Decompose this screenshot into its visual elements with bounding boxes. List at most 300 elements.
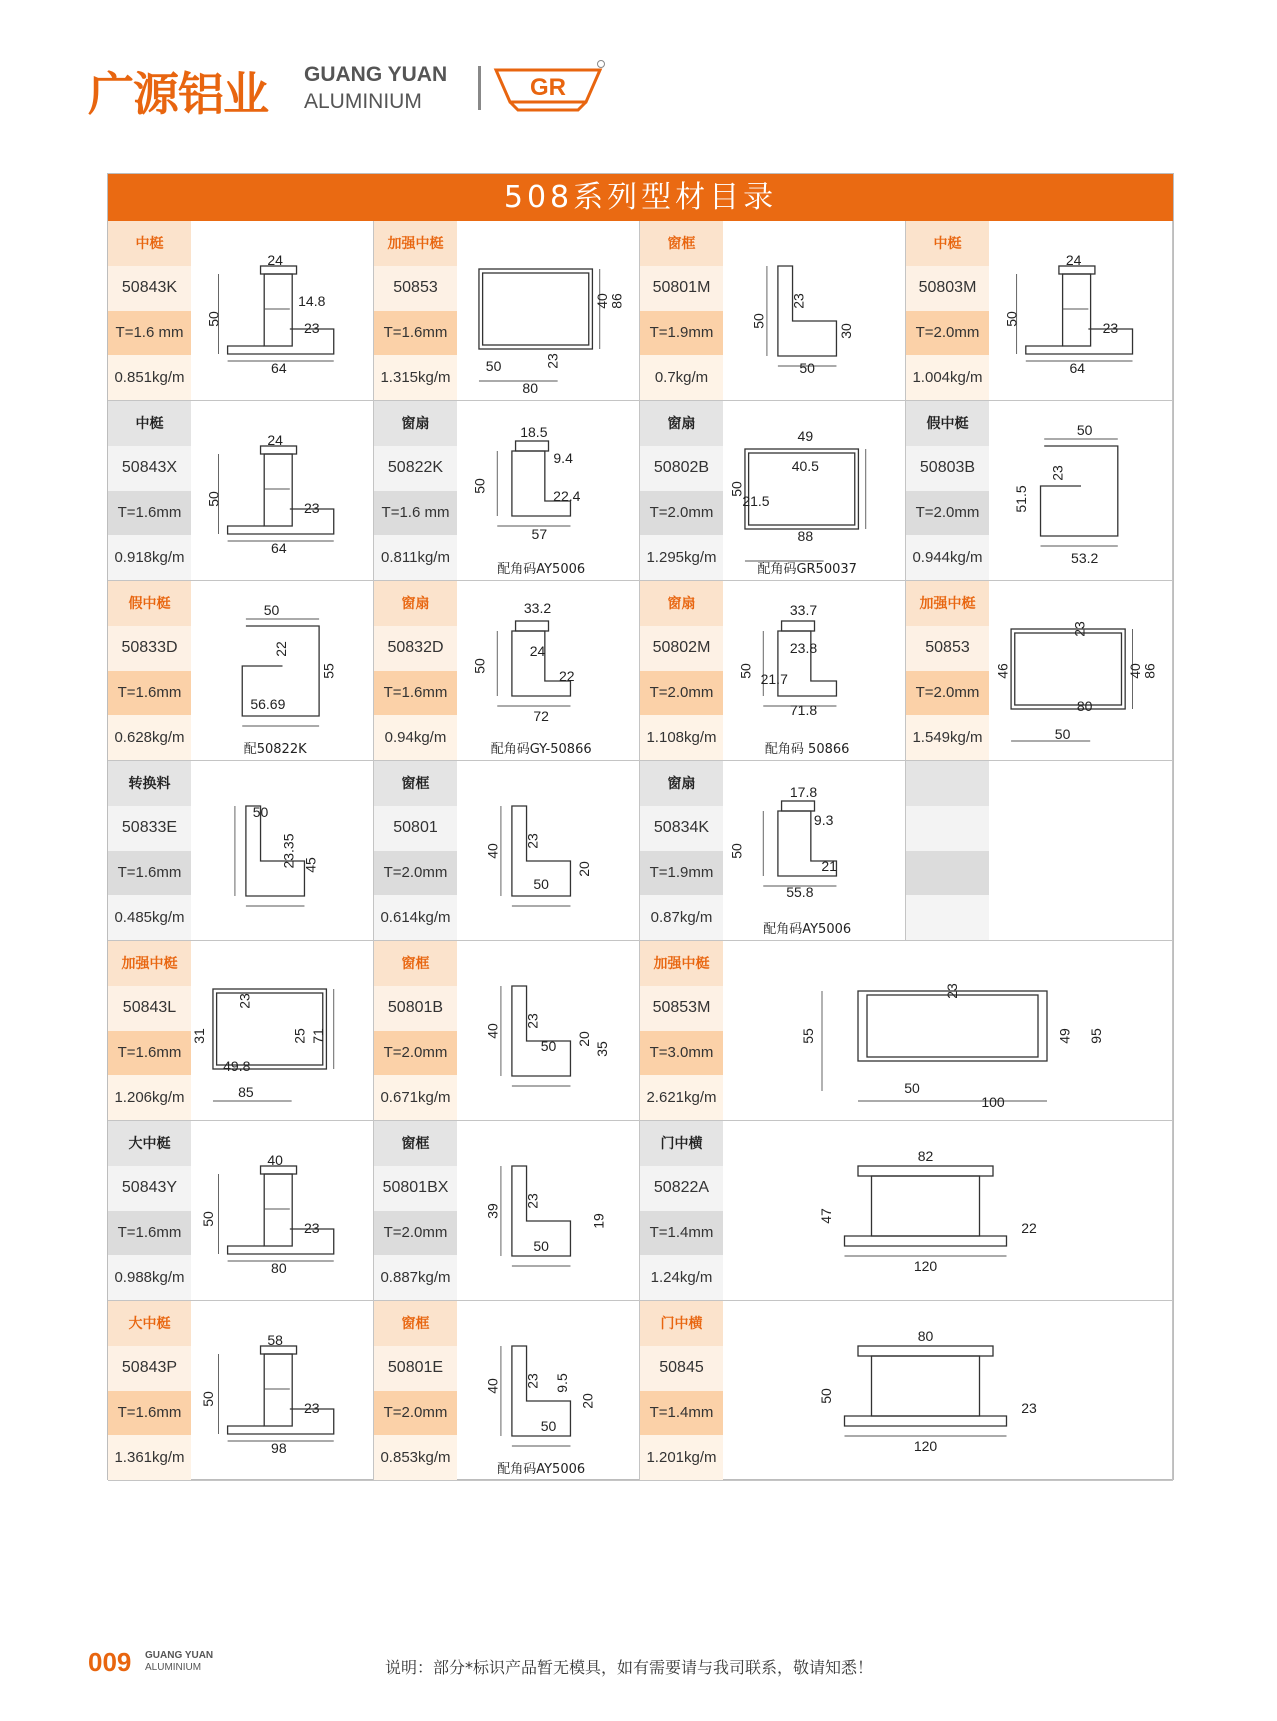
dimension-label: 50 [263,602,280,618]
profile-drawing [457,1301,639,1480]
profile-drawing [723,221,905,400]
dimension-label: 46 [994,663,1011,679]
profile-cell [108,941,374,1121]
profile-info [906,581,989,760]
profile-name: 加强中梃 [906,581,989,626]
accessory-note: 配角码AY5006 [497,1462,586,1477]
unit-weight: 0.485kg/m [108,895,191,940]
dimension-label: 22 [273,641,290,657]
wall-thickness: T=1.6mm [374,311,457,356]
dimension-label: 49.8 [223,1058,251,1074]
dimension-label: 23 [1071,621,1088,637]
profile-drawing [989,581,1172,760]
profile-code: 50822K [374,446,457,491]
profile-cell [108,401,374,581]
profile-code: 50802M [640,626,723,671]
unit-weight: 0.7kg/m [640,355,723,400]
wall-thickness: T=2.0mm [906,491,989,536]
dimension-label: 50 [728,843,745,859]
catalog-title: 508系列型材目录 [108,174,1173,221]
dimension-label: 58 [267,1332,283,1348]
profile-cross-section [723,1121,1172,1300]
profile-cross-section [457,1121,639,1300]
brand-name-en: GUANG YUAN [304,63,448,86]
profile-info [640,1121,723,1300]
dimension-label: 50 [199,1211,216,1227]
profile-name: 加强中梃 [374,221,457,266]
profile-info [640,761,723,940]
profile-info [108,221,191,400]
unit-weight: 1.108kg/m [640,715,723,760]
dimension-label: 35 [594,1041,611,1057]
unit-weight: 0.811kg/m [374,535,457,580]
profile-info [640,401,723,580]
wall-thickness: T=1.9mm [640,851,723,896]
dimension-label: 23 [790,293,807,309]
unit-weight: 1.24kg/m [640,1255,723,1300]
profile-cross-section [457,221,639,400]
profile-cell [374,401,640,581]
profile-cell [640,401,906,581]
dimension-label: 98 [271,1440,287,1456]
profile-info [640,1301,723,1480]
profile-code: 50822A [640,1166,723,1211]
wall-thickness: T=1.6mm [108,491,191,536]
dimension-label: 24 [529,643,546,659]
profile-name: 窗框 [374,761,457,806]
accessory-note: 配角码AY5006 [497,562,586,577]
dimension-label: 56.69 [250,696,286,712]
dimension-label: 40 [484,1378,501,1394]
profile-cell [906,401,1173,581]
dimension-label: 40 [484,1023,501,1039]
profile-name: 假中梃 [108,581,191,626]
dimension-label: 23 [524,1193,541,1209]
profile-catalog [107,173,1174,1480]
dimension-label: 23 [524,833,541,849]
dimension-label: 23 [1102,320,1119,336]
unit-weight: 0.887kg/m [374,1255,457,1300]
dimension-label: 50 [205,491,222,507]
dimension-label: 50 [540,1418,557,1434]
dimension-label: 18.5 [520,424,548,440]
profile-name: 窗扇 [374,581,457,626]
profile-info [108,1121,191,1300]
dimension-label: 50 [205,311,222,327]
profile-info [374,1301,457,1480]
profile-cross-section [457,581,639,760]
dimension-label: 50 [533,876,549,892]
dimension-label: 23 [1021,1400,1037,1416]
profile-info [374,581,457,760]
unit-weight: 0.614kg/m [374,895,457,940]
profile-cell [906,221,1173,401]
dimension-label: 71 [309,1028,326,1044]
profile-drawing [457,581,639,760]
brand-mark-icon [488,58,608,118]
unit-weight: 2.621kg/m [640,1075,723,1120]
profile-cross-section [191,761,373,940]
profile-drawing [191,221,373,400]
wall-thickness: T=1.6mm [374,671,457,716]
profile-code: 50843P [108,1346,191,1391]
dimension-label: 9.5 [553,1373,570,1393]
profile-cell [374,1121,640,1301]
profile-cross-section [457,401,639,580]
wall-thickness: T=2.0mm [640,671,723,716]
dimension-label: 80 [522,380,538,396]
dimension-label: 71.8 [789,702,818,718]
profile-cell [640,1301,1173,1481]
unit-weight: 0.853kg/m [374,1435,457,1480]
dimension-label: 20 [575,861,592,877]
wall-thickness: T=2.0mm [906,311,989,356]
dimension-label: 86 [1141,663,1158,679]
profile-name: 假中梃 [906,401,989,446]
dimension-label: 9.3 [813,812,834,828]
profile-cross-section [457,1301,639,1480]
profile-code: 50833D [108,626,191,671]
profile-name: 窗扇 [640,761,723,806]
dimension-label: 50 [1054,726,1071,742]
profile-cell [108,221,374,401]
dimension-label: 49 [1056,1028,1073,1044]
profile-name: 加强中梃 [108,941,191,986]
dimension-label: 40.5 [791,458,819,474]
profile-cell [906,761,1173,941]
unit-weight: 1.201kg/m [640,1435,723,1480]
accessory-note: 配角码GR50037 [757,562,857,577]
dimension-label: 95 [1088,1028,1104,1044]
profile-cell [108,761,374,941]
dimension-label: 23 [524,1373,541,1389]
profile-cell [906,581,1173,761]
profile-cross-section [989,581,1172,760]
dimension-label: 50 [750,313,767,329]
dimension-label: 50 [1003,311,1020,327]
profile-cross-section [457,941,639,1120]
profile-code: 50853 [906,626,989,671]
profile-name: 窗框 [374,1121,457,1166]
profile-drawing [191,761,373,940]
dimension-label: 64 [271,360,287,376]
profile-code: 50843Y [108,1166,191,1211]
dimension-label: 23 [303,1220,320,1236]
profile-drawing [989,221,1172,400]
unit-weight: 0.988kg/m [108,1255,191,1300]
unit-weight: 0.918kg/m [108,535,191,580]
dimension-label: 23 [944,983,960,999]
profile-code: 50845 [640,1346,723,1391]
dimension-label: 120 [913,1258,938,1274]
unit-weight [906,895,989,940]
profile-info [374,761,457,940]
profile-code: 50853M [640,986,723,1031]
unit-weight: 0.944kg/m [906,535,989,580]
dimension-label: 50 [485,358,502,374]
wall-thickness: T=2.0mm [906,671,989,716]
profile-drawing [191,581,373,760]
wall-thickness: T=1.4mm [640,1391,723,1436]
profile-cell [374,581,640,761]
footer-note: 说明：部分*标识产品暂无模具，如有需要请与我司联系，敬请知悉！ [385,1658,874,1677]
profile-drawing [191,401,373,580]
unit-weight: 1.361kg/m [108,1435,191,1480]
profile-info [374,941,457,1120]
profile-cross-section [191,1301,373,1480]
profile-name: 门中横 [640,1301,723,1346]
unit-weight: 1.004kg/m [906,355,989,400]
dimension-label: 25 [291,1028,308,1044]
dimension-label: 50 [904,1080,920,1096]
profile-drawing [723,581,905,760]
dimension-label: 21.7 [760,671,788,687]
wall-thickness: T=1.6 mm [374,491,457,536]
dimension-label: 40 [484,843,501,859]
profile-info [108,1301,191,1480]
profile-code: 50832D [374,626,457,671]
profile-drawing [191,1301,373,1480]
wall-thickness: T=2.0mm [374,1031,457,1076]
profile-cross-section [989,401,1172,580]
profile-code: 50801E [374,1346,457,1391]
profile-name: 窗框 [374,1301,457,1346]
unit-weight: 0.94kg/m [374,715,457,760]
accessory-note: 配50822K [243,742,307,757]
profile-drawing [723,1301,1172,1480]
dimension-label: 50 [737,663,754,679]
dimension-label: 30 [838,323,855,339]
profile-cross-section [191,401,373,580]
unit-weight: 0.851kg/m [108,355,191,400]
wall-thickness: T=2.0mm [640,491,723,536]
profile-name: 窗扇 [374,401,457,446]
profile-code: 50843L [108,986,191,1031]
dimension-label: 51.5 [1012,485,1029,513]
dimension-label: 33.2 [523,600,552,616]
profile-code: 50834K [640,806,723,851]
dimension-label: 9.4 [553,450,573,466]
profile-cross-section [723,401,905,580]
profile-cross-section [723,761,905,940]
dimension-label: 23.8 [789,640,818,656]
profile-code: 50843X [108,446,191,491]
dimension-label: 47 [818,1208,834,1224]
profile-name: 窗扇 [640,581,723,626]
dimension-label: 88 [797,528,814,544]
dimension-label: 21.5 [742,493,770,509]
dimension-label: 64 [271,540,287,556]
profile-cross-section [723,1301,1172,1480]
dimension-label: 40 [594,293,611,309]
wall-thickness: T=2.0mm [374,1211,457,1256]
accessory-note: 配角码GY-50866 [490,742,592,757]
dimension-label: 80 [917,1328,934,1344]
profile-cross-section [723,221,905,400]
profile-drawing [457,1121,639,1300]
profile-code: 50801 [374,806,457,851]
profile-cell [640,761,906,941]
profile-name [906,761,989,806]
dimension-label: 20 [575,1031,592,1047]
profile-cell [640,941,1173,1121]
profile-name: 窗框 [374,941,457,986]
dimension-label: 23 [236,993,253,1009]
dimension-label: 24 [1065,252,1082,268]
dimension-label: 23 [303,500,320,516]
dimension-label: 31 [191,1028,207,1044]
profile-code: 50803B [906,446,989,491]
dimension-label: 72 [533,708,549,724]
profile-info [108,581,191,760]
dimension-label: 85 [238,1084,254,1100]
profile-cross-section [723,581,905,760]
dimension-label: 17.8 [789,784,818,800]
footer-brand: GUANG YUAN [145,1650,214,1661]
profile-name: 门中横 [640,1121,723,1166]
profile-info [108,761,191,940]
dimension-label: 57 [531,526,548,542]
dimension-label: 24 [267,432,283,448]
dimension-label: 23 [303,320,320,336]
profile-drawing [457,221,639,400]
unit-weight: 0.671kg/m [374,1075,457,1120]
dimension-label: 22 [1021,1220,1037,1236]
dimension-label: 53.2 [1071,550,1099,566]
brand-name-cn: 广源铝业 [88,67,268,121]
brand-subtitle-en: ALUMINIUM [304,90,422,113]
profile-name: 加强中梃 [640,941,723,986]
wall-thickness [906,851,989,896]
profile-name: 转换料 [108,761,191,806]
profile-cell [374,221,640,401]
profile-code: 50843K [108,266,191,311]
profile-cross-section [191,581,373,760]
profile-info [640,581,723,760]
unit-weight: 1.549kg/m [906,715,989,760]
profile-cell [374,941,640,1121]
footer-brand-sub: ALUMINIUM [145,1662,202,1673]
profile-drawing [191,941,373,1120]
profile-name: 窗扇 [640,401,723,446]
profile-cross-section [989,221,1172,400]
dimension-label: 23 [544,353,561,369]
dimension-label: 55.8 [786,884,814,900]
wall-thickness: T=1.6 mm [108,311,191,356]
profile-info [108,401,191,580]
profile-cell [374,761,640,941]
dimension-label: 24 [267,252,283,268]
profile-drawing [723,401,905,580]
wall-thickness: T=2.0mm [374,1391,457,1436]
profile-name: 窗框 [640,221,723,266]
dimension-label: 50 [471,478,488,494]
profile-info [108,941,191,1120]
profile-info [906,401,989,580]
profile-name: 大中梃 [108,1301,191,1346]
profile-cross-section [191,941,373,1120]
dimension-label: 40 [1126,663,1143,679]
profile-name: 中梃 [108,401,191,446]
dimension-label: 120 [913,1438,938,1454]
profile-code: 50833E [108,806,191,851]
profile-drawing [723,1121,1172,1300]
unit-weight: 1.295kg/m [640,535,723,580]
wall-thickness: T=1.6mm [108,851,191,896]
unit-weight: 1.206kg/m [108,1075,191,1120]
profile-info [640,941,723,1120]
wall-thickness: T=1.4mm [640,1211,723,1256]
dimension-label: 55 [320,663,337,679]
profile-drawing [191,1121,373,1300]
profile-cross-section [723,941,1172,1120]
dimension-label: 23.35 [280,833,297,869]
dimension-label: 20 [579,1393,596,1409]
profile-info [374,221,457,400]
dimension-label: 21 [821,858,837,874]
dimension-label: 23 [303,1400,320,1416]
profile-drawing [723,761,905,940]
profile-cell [108,581,374,761]
dimension-label: 50 [1076,422,1093,438]
dimension-label: 50 [540,1038,557,1054]
brand-mark-letters: GR [530,74,566,101]
dimension-label: 80 [271,1260,287,1276]
profile-info [906,761,989,940]
dimension-label: 40 [267,1152,283,1168]
dimension-label: 82 [917,1148,934,1164]
profile-cell [374,1301,640,1481]
wall-thickness: T=1.9mm [640,311,723,356]
dimension-label: 50 [471,658,488,674]
profile-drawing [989,401,1172,580]
profile-name: 大中梃 [108,1121,191,1166]
dimension-label: 39 [484,1203,501,1219]
unit-weight: 0.628kg/m [108,715,191,760]
profile-drawing [723,941,1172,1120]
dimension-label: 23 [524,1013,541,1029]
profile-cross-section [191,221,373,400]
profile-drawing [457,401,639,580]
dimension-label: 50 [199,1391,216,1407]
profile-drawing [457,941,639,1120]
profile-info [640,221,723,400]
dimension-label: 86 [608,293,625,309]
profile-cell [640,1121,1173,1301]
dimension-label: 22 [559,668,575,684]
wall-thickness: T=1.6mm [108,1391,191,1436]
logo-divider [478,66,481,110]
profile-cell [108,1121,374,1301]
wall-thickness: T=1.6mm [108,1031,191,1076]
dimension-label: 100 [981,1094,1005,1110]
unit-weight: 0.87kg/m [640,895,723,940]
dimension-label: 19 [590,1213,607,1229]
dimension-label: 14.8 [298,293,326,309]
dimension-label: 55 [800,1028,816,1044]
profile-name: 中梃 [906,221,989,266]
wall-thickness: T=3.0mm [640,1031,723,1076]
profile-code: 50801M [640,266,723,311]
profile-info [906,221,989,400]
wall-thickness: T=1.6mm [108,1211,191,1256]
profile-code: 50802B [640,446,723,491]
profile-code: 50853 [374,266,457,311]
accessory-note: 配角码AY5006 [763,922,852,937]
profile-name: 中梃 [108,221,191,266]
dimension-label: 64 [1069,360,1086,376]
profile-code [906,806,989,851]
